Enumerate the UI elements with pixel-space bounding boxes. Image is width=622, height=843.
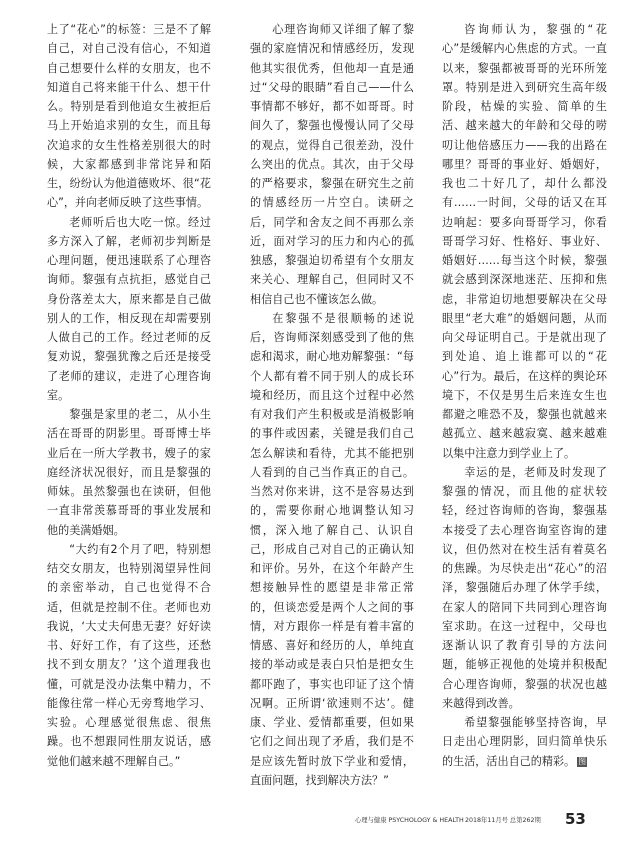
journal-name: 心理与健康 PSYCHOLOGY & HEALTH [355, 817, 464, 824]
paragraph: 黎强是家里的老二，从小生活在哥哥的阴影里。哥哥博士毕业后在一所大学教书，嫂子的家庭经济状况很好，而且是黎强的师妹。虽然黎强也在读研，但他一直非常羡慕哥哥的事业发展和他的美满婚姻。 [47, 408, 211, 537]
issue-info: 2018年11月号 总第262期 [465, 817, 541, 824]
paragraph: 咨询师认为，黎强的“花心”是缓解内心焦虑的方式。一直以来，黎强都被哥哥的光环所笼罩。特别是进入到研究生高年级阶段，枯燥的实验、简单的生活、越来越大的年龄和父母的唠叨让他倍感压力——我的出路在哪里？哥哥的事业好、婚姻好，我也二十好几了，却什么都没有……一时间，父母的话又在耳边响起：要多向哥哥学习，你看哥哥学习好、性格好、事业好、婚姻好……每当这个时候，黎强就会感到深深地迷茫、压抑和焦虑，非常迫切地想要解决在父母眼里“老大难”的婚姻问题，从而向父母证明自己。于是就出现了到处追、追上谁都可以的“花心”行为。最后，在这样的舆论环境下，不仅是男生后来连女生也都避之唯恐不及，黎强也就越来越孤立、越来越寂寞、越来越难以集中注意力到学业上了。 [442, 23, 607, 460]
paragraph: 心理咨询师又详细了解了黎强的家庭情况和情感经历，发现他其实很优秀，但他却一直是通过“父母的眼睛”看自己——什么事情都不够好，都不如哥哥。时间久了，黎强也慢慢认同了父母的观点，觉得自己很差劲，没什么突出的优点。其次，由于父母的严格要求，黎强在研究生之前的情感经历一片空白。读研之后，同学和舍友之间不再那么亲近，面对学习的压力和内心的孤独感，黎强迫切希望有个女朋友来关心、理解自己，但同时又不相信自己也不懂该怎么做。 [250, 23, 414, 306]
page-footer [355, 810, 610, 828]
page-number: 53 [565, 810, 586, 828]
end-of-article-mark: 图 [578, 756, 587, 766]
paragraph: “大约有2个月了吧，特别想结交女朋友，也特别渴望异性间的亲密举动，自己也觉得不合适，但就是控制不住。老师也劝我说，‘大丈夫何患无妻？好好读书、好好工作，有了这些，还愁找不到女朋友？’这个道理我也懂，可就是没办法集中精力，不能像往常一样心无旁骛地学习、实验。心理感觉很焦虑、很焦躁。也不想跟同性朋友说话，感觉他们越来越不理解自己。” [47, 542, 211, 768]
article-column-1 [47, 20, 211, 771]
article-column-2 [250, 20, 414, 790]
paragraph: 幸运的是，老师及时发现了黎强的情况，而且他的症状较轻，经过咨询师的咨询，黎强基本接受了去心理咨询室咨询的建议，但仍然对在校生活有着莫名的焦躁。为尽快走出“花心”的沼泽，黎强随后办理了休学手续，在家人的陪同下共同到心理咨询室求助。在这一过程中，父母也逐渐认识了教育引导的方法问题，能够正视他的处境并积极配合心理咨询师，黎强的状况也越来越得到改善。 [442, 465, 607, 710]
paragraph: 在黎强不是很顺畅的述说后，咨询师深刻感受到了他的焦虑和渴求，耐心地劝解黎强：“每个人都有着不同于别人的成长环境和经历，而且这个过程中必然有对我们产生积极或是消极影响的事件或因素，关键是我们自己怎么解读和看待，尤其不能把别人看到的自己当作真正的自己。当然对你来讲，这不是容易达到的，需要你耐心地调整认知习惯，深入地了解自己、认识自己，形成自己对自己的正确认知和评价。另外，在这个年龄产生想接触异性的愿望是非常正常的，但谈恋爱是两个人之间的事情，对方跟你一样是有着丰富的情感、喜好和经历的人，单纯直接的举动或是表白只怕是把女生都吓跑了，事实也印证了这个情况啊。正所谓‘欲速则不达’。健康、学业、爱情都重要，但如果它们之间出现了矛盾，我们是不是应该先暂时放下学业和爱情，直面问题，找到解决方法？” [250, 311, 414, 787]
paragraph: 上了“花心”的标签：三是不了解自己，对自己没有信心，不知道自己想要什么样的女朋友，也不知道自己将来能干什么、想干什么。特别是看到他追女生被拒后马上开始追求别的女生，而且每次追求的女生性格差别很大的时候，大家都感到非常诧异和陌生，纷纷认为他道德败坏、很“花心”，并向老师反映了这些事情。 [47, 23, 211, 210]
paragraph: 老师听后也大吃一惊。经过多方深入了解，老师初步判断是心理问题，便迅速联系了心理咨询师。黎强有点抗拒，感觉自己身份落差太大，原来都是自己做别人的工作，相反现在却需要别人做自己的工作。经过老师的反复劝说，黎强犹豫之后还是接受了老师的建议，走进了心理咨询室。 [47, 215, 211, 402]
paragraph [442, 713, 607, 771]
paragraph-text: 希望黎强能够坚持咨询，早日走出心理阴影，回归简单快乐的生活，活出自己的精彩。 [442, 716, 607, 768]
article-column-3 [442, 20, 607, 771]
